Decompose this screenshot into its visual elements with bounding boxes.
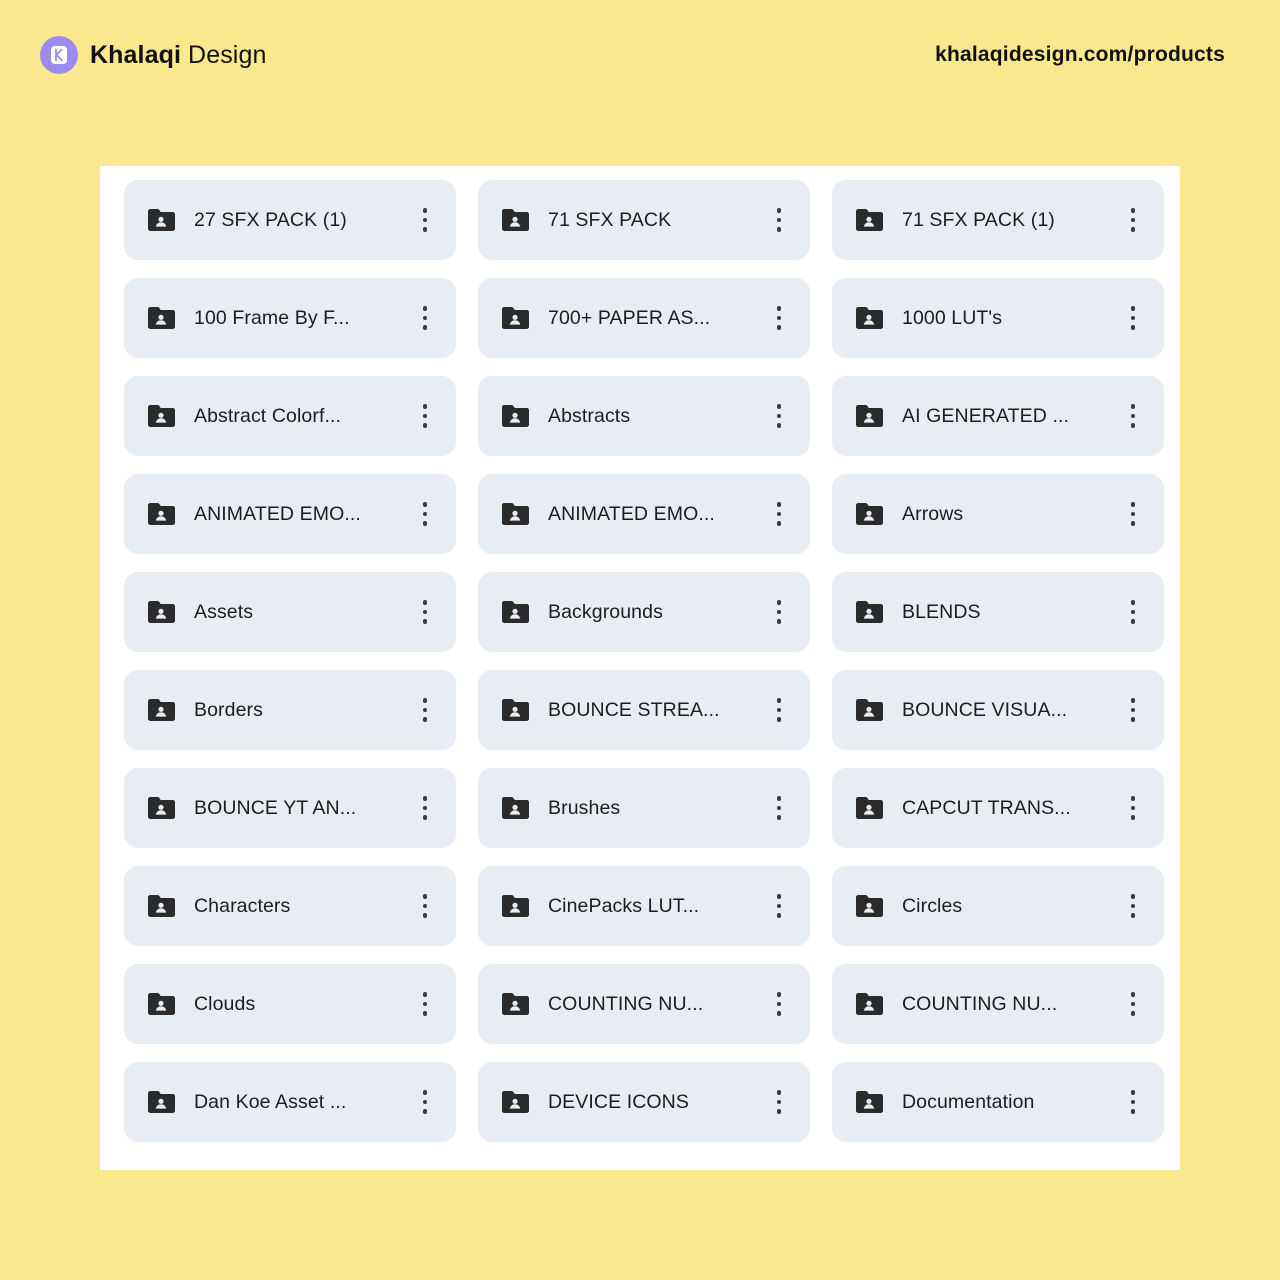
folders-grid <box>124 180 1168 1142</box>
folder-name: Backgrounds <box>548 600 663 623</box>
folder-card[interactable] <box>832 278 1164 358</box>
folder-shared-icon <box>854 305 884 331</box>
kebab-menu-icon[interactable] <box>1120 1085 1146 1119</box>
kebab-menu-icon[interactable] <box>412 987 438 1021</box>
kebab-menu-icon[interactable] <box>412 595 438 629</box>
folder-card[interactable] <box>124 768 456 848</box>
folder-name: Documentation <box>902 1090 1035 1113</box>
kebab-menu-icon[interactable] <box>1120 203 1146 237</box>
kebab-menu-icon[interactable] <box>766 693 792 727</box>
kebab-menu-icon[interactable] <box>766 889 792 923</box>
folder-shared-icon <box>854 893 884 919</box>
folder-shared-icon <box>854 795 884 821</box>
kebab-menu-icon[interactable] <box>1120 987 1146 1021</box>
kebab-menu-icon[interactable] <box>1120 889 1146 923</box>
folder-card[interactable] <box>832 1062 1164 1142</box>
folder-name: 100 Frame By F... <box>194 306 350 329</box>
kebab-menu-icon[interactable] <box>412 889 438 923</box>
folder-name: Dan Koe Asset ... <box>194 1090 347 1113</box>
kebab-menu-icon[interactable] <box>412 1085 438 1119</box>
folder-name: 71 SFX PACK (1) <box>902 208 1055 231</box>
kebab-menu-icon[interactable] <box>766 301 792 335</box>
folder-shared-icon <box>146 1089 176 1115</box>
folder-name: Circles <box>902 894 963 917</box>
folder-shared-icon <box>146 991 176 1017</box>
folder-name: Brushes <box>548 796 621 819</box>
folder-shared-icon <box>854 1089 884 1115</box>
folder-name: Characters <box>194 894 291 917</box>
folder-card[interactable] <box>478 964 810 1044</box>
folder-card[interactable] <box>832 180 1164 260</box>
folder-shared-icon <box>854 697 884 723</box>
folder-shared-icon <box>854 501 884 527</box>
site-url: khalaqidesign.com/products <box>935 43 1225 66</box>
khalaqi-logo-icon <box>40 36 78 74</box>
folder-name: 71 SFX PACK <box>548 208 672 231</box>
folder-name: DEVICE ICONS <box>548 1090 689 1113</box>
page-header <box>0 36 1280 96</box>
kebab-menu-icon[interactable] <box>766 987 792 1021</box>
folder-name: BOUNCE YT AN... <box>194 796 357 819</box>
folder-card[interactable] <box>478 1062 810 1142</box>
folder-shared-icon <box>854 599 884 625</box>
folder-shared-icon <box>146 207 176 233</box>
folder-shared-icon <box>146 893 176 919</box>
folder-shared-icon <box>500 795 530 821</box>
folder-shared-icon <box>500 1089 530 1115</box>
folder-card[interactable] <box>478 278 810 358</box>
folder-card[interactable] <box>124 964 456 1044</box>
folder-name: Borders <box>194 698 263 721</box>
folder-card[interactable] <box>478 670 810 750</box>
folder-card[interactable] <box>124 180 456 260</box>
folder-name: BLENDS <box>902 600 981 623</box>
folder-card[interactable] <box>124 278 456 358</box>
kebab-menu-icon[interactable] <box>1120 301 1146 335</box>
folder-card[interactable] <box>832 768 1164 848</box>
folder-name: CAPCUT TRANS... <box>902 796 1071 819</box>
folder-card[interactable] <box>832 964 1164 1044</box>
kebab-menu-icon[interactable] <box>412 301 438 335</box>
kebab-menu-icon[interactable] <box>1120 497 1146 531</box>
folder-shared-icon <box>146 501 176 527</box>
folder-name: Clouds <box>194 992 256 1015</box>
folder-card[interactable] <box>124 866 456 946</box>
folder-shared-icon <box>500 991 530 1017</box>
folder-card[interactable] <box>478 572 810 652</box>
folder-shared-icon <box>146 795 176 821</box>
kebab-menu-icon[interactable] <box>1120 693 1146 727</box>
folder-shared-icon <box>500 501 530 527</box>
folder-card[interactable] <box>832 474 1164 554</box>
folder-card[interactable] <box>478 768 810 848</box>
folder-name: ANIMATED EMO... <box>548 502 715 525</box>
folder-shared-icon <box>854 403 884 429</box>
folder-shared-icon <box>500 305 530 331</box>
folder-shared-icon <box>500 599 530 625</box>
folder-name: Abstracts <box>548 404 631 427</box>
folder-card[interactable] <box>478 180 810 260</box>
folder-shared-icon <box>146 697 176 723</box>
kebab-menu-icon[interactable] <box>766 1085 792 1119</box>
folder-shared-icon <box>854 207 884 233</box>
folder-shared-icon <box>500 207 530 233</box>
folder-shared-icon <box>146 305 176 331</box>
kebab-menu-icon[interactable] <box>766 203 792 237</box>
kebab-menu-icon[interactable] <box>766 791 792 825</box>
kebab-menu-icon[interactable] <box>412 497 438 531</box>
folder-card[interactable] <box>124 1062 456 1142</box>
kebab-menu-icon[interactable] <box>412 693 438 727</box>
folder-shared-icon <box>146 599 176 625</box>
folder-card[interactable] <box>124 572 456 652</box>
folder-name: AI GENERATED ... <box>902 404 1070 427</box>
folder-shared-icon <box>146 403 176 429</box>
brand-name <box>90 41 266 70</box>
folder-name: COUNTING NU... <box>902 992 1058 1015</box>
folder-card[interactable] <box>832 866 1164 946</box>
kebab-menu-icon[interactable] <box>1120 595 1146 629</box>
kebab-menu-icon[interactable] <box>1120 399 1146 433</box>
brand-name-bold: Khalaqi <box>90 40 181 69</box>
folder-card[interactable] <box>124 474 456 554</box>
folder-shared-icon <box>854 991 884 1017</box>
folder-name: ANIMATED EMO... <box>194 502 361 525</box>
kebab-menu-icon[interactable] <box>412 399 438 433</box>
folder-shared-icon <box>500 403 530 429</box>
kebab-menu-icon[interactable] <box>1120 791 1146 825</box>
folder-name: COUNTING NU... <box>548 992 704 1015</box>
folder-card[interactable] <box>478 376 810 456</box>
folder-card[interactable] <box>124 670 456 750</box>
kebab-menu-icon[interactable] <box>766 399 792 433</box>
folder-card[interactable] <box>832 572 1164 652</box>
folder-name: 1000 LUT's <box>902 306 1003 329</box>
kebab-menu-icon[interactable] <box>766 595 792 629</box>
folders-panel <box>100 166 1180 1170</box>
folder-name: BOUNCE STREA... <box>548 698 720 721</box>
kebab-menu-icon[interactable] <box>766 497 792 531</box>
folder-shared-icon <box>500 697 530 723</box>
brand-name-light: Design <box>188 40 267 69</box>
folder-shared-icon <box>500 893 530 919</box>
folder-name: Arrows <box>902 502 964 525</box>
folder-card[interactable] <box>832 376 1164 456</box>
kebab-menu-icon[interactable] <box>412 203 438 237</box>
folder-card[interactable] <box>124 376 456 456</box>
folder-name: Assets <box>194 600 254 623</box>
folder-name: 700+ PAPER AS... <box>548 306 711 329</box>
folder-name: 27 SFX PACK (1) <box>194 208 347 231</box>
folder-name: BOUNCE VISUA... <box>902 698 1068 721</box>
folder-card[interactable] <box>478 866 810 946</box>
folder-card[interactable] <box>478 474 810 554</box>
folder-name: CinePacks LUT... <box>548 894 700 917</box>
folder-name: Abstract Colorf... <box>194 404 342 427</box>
folder-card[interactable] <box>832 670 1164 750</box>
kebab-menu-icon[interactable] <box>412 791 438 825</box>
brand <box>40 36 266 74</box>
